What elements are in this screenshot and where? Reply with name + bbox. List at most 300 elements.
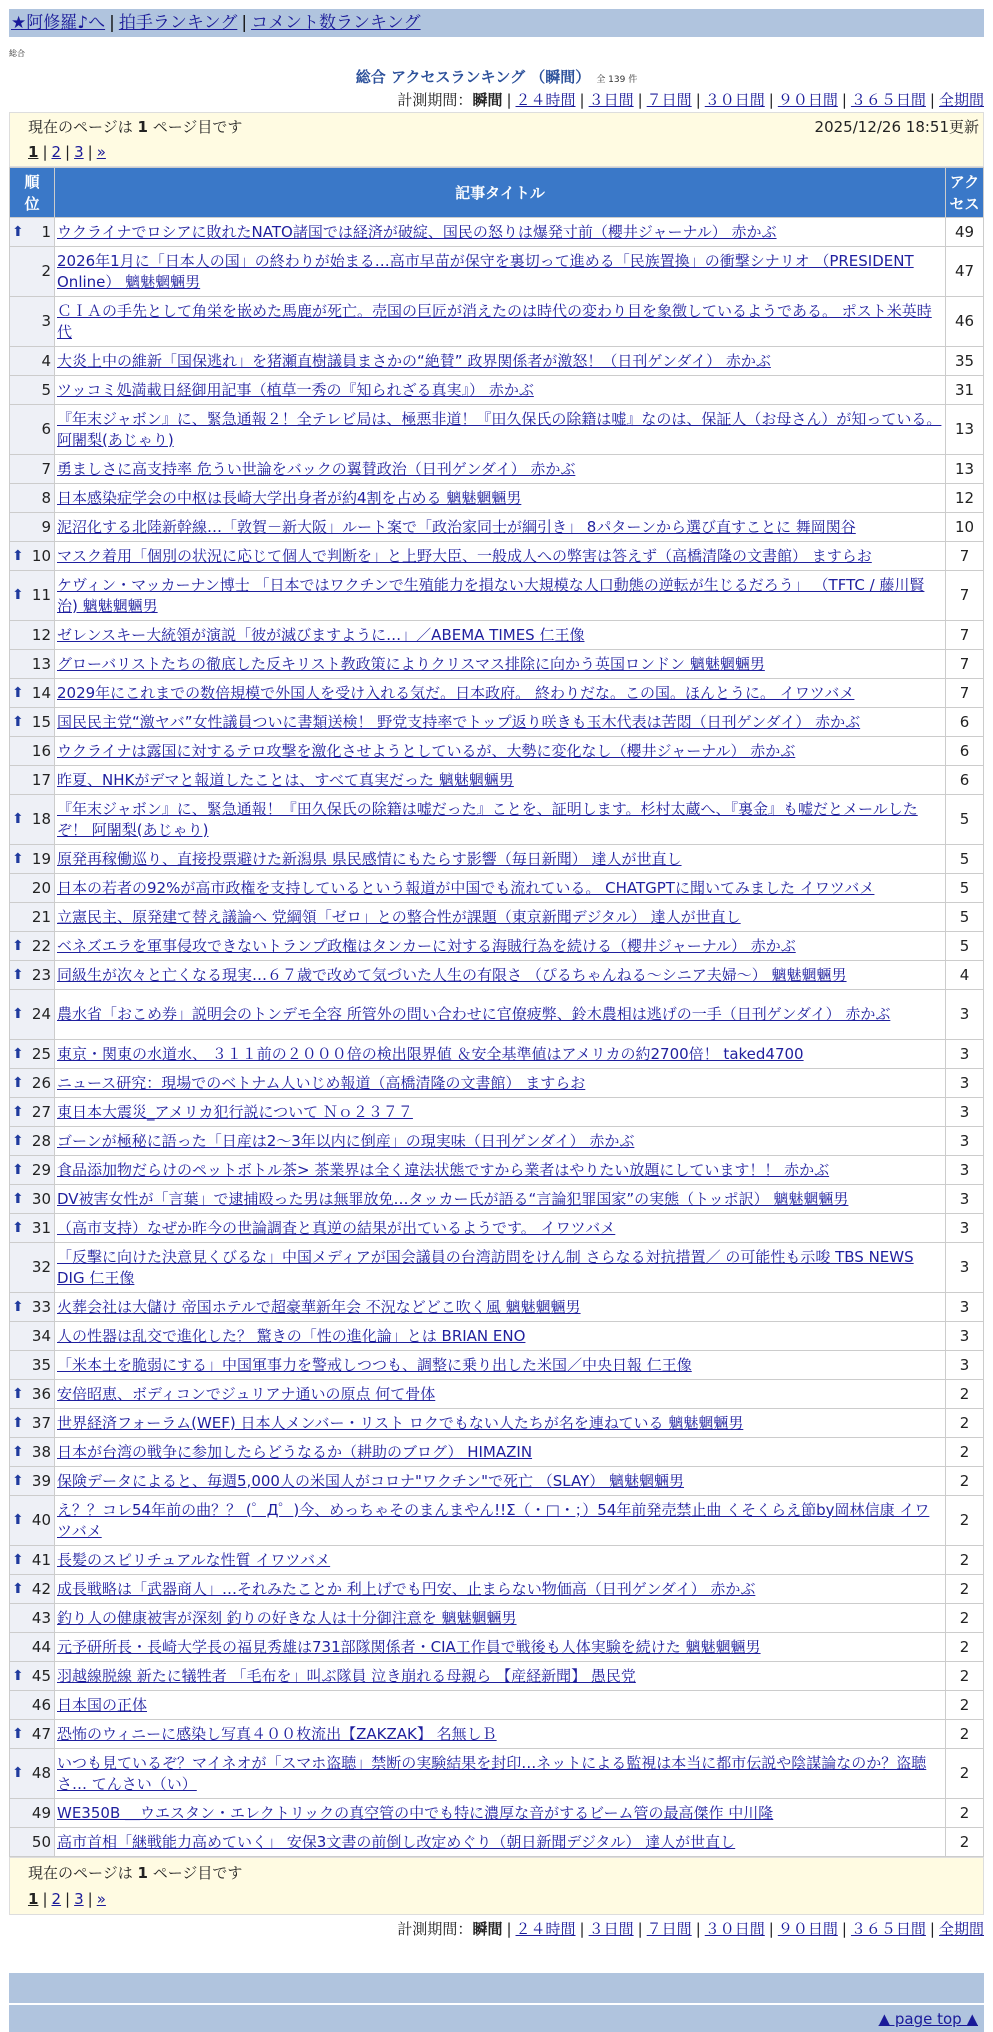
rank-cell [10,455,55,484]
article-link[interactable]: 農水省「おこめ券」説明会のトンデモ全容 所管外の問い合わせに官僚疲弊、鈴木農相は逃げの一手（日刊ゲンダイ） 赤かぶ [57,1005,891,1023]
article-link[interactable]: グローバリストたちの徹底した反キリスト教政策によりクリスマス排除に向かう英国ロンドン 魑魅魍魎男 [57,654,765,673]
article-link[interactable]: 羽越線脱線 新たに犠牲者 「毛布を」叫ぶ隊員 泣き崩れる母親ら 【産経新聞】 愚民党 [57,1666,636,1685]
current-page-text: 現在のページは 1 ページ目です [28,118,243,136]
period-separator: | [637,1920,643,1938]
page-top-link[interactable]: ▲ page top ▲ [878,2010,978,2028]
title-cell [55,1720,946,1749]
rank-number: 28 [31,1131,51,1150]
rank-cell [10,737,55,766]
home-link[interactable]: ★阿修羅♪へ [11,13,106,33]
rank-cell [10,1799,55,1828]
title-cell [55,737,946,766]
article-link[interactable]: 立憲民主、原発建て替え議論へ 党綱領「ゼロ」との整合性が課題（東京新聞デジタル） 達人が世直し [57,907,741,926]
article-link[interactable]: 火葬会社は大儲け 帝国ホテルで超豪華新年会 不況などどこ吹く風 魑魅魍魎男 [57,1297,581,1316]
article-link[interactable]: 保険データによると、毎週5,000人の米国人がコロナ"ワクチン"で死亡 （SLAY） 魑魅魍魎男 [57,1471,685,1490]
period-option-6[interactable]: 全期間 [938,1920,984,1938]
updated-timestamp: 2025/12/26 18:51更新 [814,118,979,136]
article-link[interactable]: 安倍昭恵、ボディコンでジュリアナ通いの原点 何て骨体 [57,1384,436,1403]
rank-cell [10,708,55,737]
table-row [10,1098,984,1127]
title-cell [55,903,946,932]
access-count: 5 [946,903,984,932]
period-option-2[interactable]: ７日間 [646,91,692,109]
access-count: 2 [946,1604,984,1633]
period-current: 瞬間 [472,91,503,109]
access-header-text: アクセス [949,172,980,213]
rank-cell [10,1691,55,1720]
comment-ranking-link[interactable]: コメント数ランキング [251,13,421,33]
rank-up-arrow-icon: ⬆ [12,1725,24,1742]
rank-up-arrow-icon: ⬆ [12,1551,24,1568]
table-row [10,542,984,571]
period-option-4[interactable]: ９０日間 [777,1920,838,1938]
article-link[interactable]: 日本の若者の92%が高市政権を支持しているという報道が中国でも流れている。 CHATGPTに聞いてみました イワツバメ [57,878,875,897]
table-row [10,1293,984,1322]
period-separator: | [695,91,701,109]
article-link[interactable]: WE350B ＿ウエスタン・エレクトリックの真空管の中でも特に濃厚な音がするビーム管の最高傑作 中川隆 [57,1803,774,1822]
access-count: 3 [946,1293,984,1322]
table-row [10,1438,984,1467]
article-link[interactable]: 東京・関東の水道水、 ３１１前の２０００倍の検出限界値 ＆安全基準値はアメリカの約2700倍！ taked4700 [57,1044,804,1063]
rank-number: 14 [31,683,51,702]
article-link[interactable]: 恐怖のウィニーに感染し写真４００枚流出【ZAKZAK】 名無しＢ [57,1724,497,1743]
rank-cell [10,1575,55,1604]
table-row [10,1496,984,1546]
rank-number: 6 [41,420,51,438]
access-count: 13 [946,455,984,484]
title-header: 記事タイトル [55,168,946,218]
period-separator: | [929,1920,935,1938]
table-row [10,218,984,247]
access-count: 2 [946,1749,984,1799]
article-link[interactable]: ゴーンが極秘に語った「日産は2～3年以内に倒産」の現実味（日刊ゲンダイ） 赤かぶ [57,1131,635,1150]
rank-number: 10 [31,546,51,565]
page-title-text: 総合 アクセスランキング （瞬間） [355,68,591,86]
rank-number: 38 [31,1442,51,1461]
rank-up-arrow-icon: ⬆ [12,1103,24,1120]
article-link[interactable]: ベネズエラを軍事侵攻できないトランプ政権はタンカーに対する海賊行為を続ける（櫻井ジャーナル） 赤かぶ [57,936,796,955]
rank-cell [10,1546,55,1575]
article-link[interactable]: 大炎上中の維新「国保逃れ」を猪瀬直樹議員まさかの“絶賛” 政界関係者が激怒！（日刊ゲンダイ） 赤かぶ [57,351,771,370]
ranking-table [9,167,984,1857]
article-link[interactable]: 『年末ジャボン』に、緊急通報！『田久保氏の除籍は嘘だった』ことを、証明します。杉村太蔵へ、『裏金』も嘘だとメールしたぞ！ 阿闍梨(あじゃり) [57,799,918,839]
table-row [10,795,984,845]
rank-number: 46 [31,1695,51,1714]
rank-number: 25 [31,1044,51,1063]
access-count: 47 [946,247,984,297]
article-link[interactable]: 国民民主党“激ヤバ”女性議員ついに書類送検！ 野党支持率でトップ返り咲きも玉木代表は苦悶（日刊ゲンダイ） 赤かぶ [57,712,861,731]
article-link[interactable]: 長髪のスピリチュアルな性質 イワツバメ [57,1550,331,1569]
title-cell [55,1496,946,1546]
rank-number: 20 [31,878,51,897]
article-link[interactable]: 世界経済フォーラム(WEF) 日本人メンバー・リスト ロクでもない人たちが名を連ねている 魑魅魍魎男 [57,1413,744,1432]
table-row [10,1322,984,1351]
access-count: 31 [946,376,984,405]
page-link-3[interactable]: 3 [74,1890,84,1908]
rank-up-arrow-icon: ⬆ [12,1443,24,1460]
access-count: 10 [946,513,984,542]
rank-cell [10,1293,55,1322]
rank-cell [10,1409,55,1438]
table-row [10,737,984,766]
article-link[interactable]: ニュース研究：現場でのベトナム人いじめ報道（高橋清隆の文書館） ますらお [57,1073,586,1092]
rank-cell [10,376,55,405]
page-link-2[interactable]: 2 [51,143,62,161]
title-cell [55,961,946,990]
period-separator: | [579,91,585,109]
table-row [10,650,984,679]
table-row [10,1214,984,1243]
rank-cell [10,571,55,621]
access-count: 2 [946,1575,984,1604]
rank-up-arrow-icon: ⬆ [12,713,24,730]
article-link[interactable]: 「反擊に向けた決意見くびるな」中国メディアが国会議員の台湾訪問をけん制 さらなる対抗措置／ の可能性も示唆 TBS NEWS DIG 仁王像 [57,1247,914,1287]
rank-number: 39 [31,1471,51,1490]
table-row [10,1662,984,1691]
title-cell [55,621,946,650]
period-option-5[interactable]: ３６５日間 [850,1920,926,1938]
rank-number: 3 [41,312,51,330]
rank-cell [10,1127,55,1156]
rank-cell [10,621,55,650]
article-link[interactable]: 「米本土を脆弱にする」中国軍事力を警戒しつつも、調整に乗り出した米国／中央日報 仁王像 [57,1355,692,1374]
rank-number: 15 [31,712,51,731]
title-cell [55,990,946,1040]
article-link[interactable]: DV被害女性が「言葉」で逮捕殴った男は無罪放免…タッカー氏が語る“言論犯罪国家”の実態（トッポ訳） 魑魅魍魎男 [57,1189,849,1208]
period-separator: | [695,1920,701,1938]
table-row [10,621,984,650]
table-row [10,1467,984,1496]
period-selector-bottom [0,1915,984,1943]
rank-number: 22 [31,936,51,955]
pager-bottom [9,1857,984,1915]
rank-up-arrow-icon: ⬆ [12,811,24,827]
rank-up-arrow-icon: ⬆ [12,1512,24,1528]
table-row [10,1633,984,1662]
pager-top [9,112,984,167]
access-count: 5 [946,795,984,845]
rank-number: 26 [31,1073,51,1092]
rank-cell [10,1214,55,1243]
title-cell [55,1185,946,1214]
period-option-2[interactable]: ７日間 [646,1920,692,1938]
access-count: 6 [946,737,984,766]
table-row [10,766,984,795]
access-count: 3 [946,1127,984,1156]
title-cell [55,1575,946,1604]
rank-number: 40 [31,1511,51,1529]
rank-number: 13 [31,654,51,673]
article-link[interactable]: 人の性器は乱交で進化した？ 驚きの「性の進化論」とは BRIAN ENO [57,1326,526,1345]
rank-number: 2 [41,262,51,280]
article-link[interactable]: ゼレンスキー大統領が演説「彼が滅びますように…」／ABEMA TIMES 仁王像 [57,625,585,644]
period-label: 計測期間： [397,1920,473,1938]
article-link[interactable]: 日本感染症学会の中枢は長崎大学出身者が約4割を占める 魑魅魍魎男 [57,488,522,507]
access-count: 3 [946,1214,984,1243]
title-cell [55,542,946,571]
period-separator: | [929,91,935,109]
title-cell [55,679,946,708]
rank-cell [10,1828,55,1857]
access-count: 46 [946,297,984,347]
title-cell [55,484,946,513]
rank-cell [10,484,55,513]
article-link[interactable]: ツッコミ処満載日経御用記事（植草一秀の『知られざる真実』） 赤かぶ [57,380,534,399]
rank-cell [10,1720,55,1749]
rank-up-arrow-icon: ⬆ [12,1667,24,1684]
rank-number: 16 [31,741,51,760]
period-option-6[interactable]: 全期間 [938,91,984,109]
rank-up-arrow-icon: ⬆ [12,587,24,603]
rank-cell [10,961,55,990]
article-link[interactable]: 高市首相「継戦能力高めていく」 安保3文書の前倒し改定めぐり（朝日新聞デジタル） 達人が世直し [57,1832,736,1851]
access-count: 2 [946,1662,984,1691]
rank-number: 32 [31,1258,51,1276]
table-row [10,1749,984,1799]
article-link[interactable]: 勇ましさに高支持率 危うい世論をバックの翼賛政治（日刊ゲンダイ） 赤かぶ [57,459,576,478]
table-row [10,513,984,542]
rank-cell [10,513,55,542]
title-cell [55,1322,946,1351]
period-current: 瞬間 [472,1920,503,1938]
rank-up-arrow-icon: ⬆ [12,1219,24,1236]
rank-number: 19 [31,849,51,868]
clap-ranking-link[interactable]: 拍手ランキング [118,13,238,33]
table-row [10,1351,984,1380]
rank-cell [10,1633,55,1662]
article-link[interactable]: 釣り人の健康被害が深刻 釣りの好きな人は十分御注意を 魑魅魍魎男 [57,1608,517,1627]
title-cell [55,347,946,376]
page-next-link[interactable]: » [96,143,106,161]
rank-cell [10,218,55,247]
period-option-0[interactable]: ２４時間 [515,1920,576,1938]
article-link[interactable]: いつも見ているぞ？マイネオが「スマホ盗聴」禁断の実験結果を封印…ネットによる監視は本当に都市伝説や陰謀論なのか？盗聴さ… てんさい（い） [57,1753,927,1793]
table-row [10,405,984,455]
title-cell [55,708,946,737]
table-row [10,1069,984,1098]
rank-up-arrow-icon: ⬆ [12,1132,24,1149]
access-count: 2 [946,1496,984,1546]
title-cell [55,297,946,347]
article-link[interactable]: 成長戦略は「武器商人」…それみたことか 利上げでも円安、止まらない物価高（日刊ゲンダイ） 赤かぶ [57,1579,756,1598]
title-cell [55,247,946,297]
rank-number: 1 [41,222,51,241]
table-row [10,1799,984,1828]
title-cell [55,455,946,484]
rank-cell [10,845,55,874]
article-link[interactable]: 食品添加物だらけのペットボトル茶> 茶業界は全く違法状態ですから業者はやりたい放題にしています！！ 赤かぶ [57,1160,830,1179]
rank-up-arrow-icon: ⬆ [12,1190,24,1207]
rank-number: 36 [31,1384,51,1403]
access-header [946,168,984,218]
article-link[interactable]: 2029年にこれまでの数倍規模で外国人を受け入れる気だ。日本政府。 終わりだな。この国。ほんとうに。 イワツバメ [57,683,855,702]
rank-up-arrow-icon: ⬆ [12,1298,24,1315]
rank-cell [10,1438,55,1467]
period-option-1[interactable]: ３日間 [588,91,634,109]
title-cell [55,218,946,247]
table-row [10,1185,984,1214]
access-count: 12 [946,484,984,513]
table-row [10,1828,984,1857]
rank-cell [10,1322,55,1351]
nav-separator: | [241,13,248,33]
access-count: 2 [946,1720,984,1749]
rank-number: 21 [31,907,51,926]
rank-number: 31 [31,1218,51,1237]
table-row [10,376,984,405]
page-links [28,140,106,164]
article-link[interactable]: ケヴィン・マッカーナン博士 「日本ではワクチンで生殖能力を損ない大規模な人口動態の逆転が生じるだろう」 （TFTC / 藤川賢治) 魑魅魍魎男 [57,575,925,615]
rank-cell [10,1604,55,1633]
period-separator: | [841,1920,847,1938]
article-link[interactable]: 2026年1月に「日本人の国」の終わりが始まる…高市早苗が保守を裏切って進める「民族置換」の衝撃シナリオ （PRESIDENT Online） 魑魅魍魎男 [57,251,914,291]
article-link[interactable]: 昨夏、NHKがデマと報道したことは、すべて真実だった 魑魅魍魎男 [57,770,514,789]
rank-number: 50 [31,1832,51,1851]
title-cell [55,1040,946,1069]
rank-number: 11 [31,586,51,604]
access-count: 3 [946,1098,984,1127]
title-cell [55,1243,946,1293]
article-link[interactable]: え？？コレ54年前の曲？？ (゜Д゜)今、めっちゃそのまんまやん!!Σ（・□・；）54年前発売禁止曲 くそくらえ節by岡林信康 イワツバメ [57,1500,930,1540]
nav-separator: | [109,13,115,33]
article-link[interactable]: ウクライナは露国に対するテロ攻撃を激化させようとしているが、大勢に変化なし（櫻井ジャーナル） 赤かぶ [57,741,796,760]
title-cell [55,1633,946,1662]
access-count: 7 [946,571,984,621]
rank-cell [10,990,55,1040]
rank-up-arrow-icon: ⬆ [12,1074,24,1091]
rank-number: 37 [31,1413,51,1432]
period-option-3[interactable]: ３０日間 [704,91,765,109]
title-cell [55,1214,946,1243]
title-cell [55,1662,946,1691]
rank-cell [10,1069,55,1098]
article-link[interactable]: 日本国の正体 [57,1695,148,1714]
title-cell [55,571,946,621]
period-option-5[interactable]: ３６５日間 [850,91,926,109]
title-cell [55,1293,946,1322]
article-link[interactable]: 元予研所長・長崎大学長の福見秀雄は731部隊関係者・CIA工作員で戦後も人体実験を続けた 魑魅魍魎男 [57,1637,761,1656]
rank-number: 44 [31,1637,51,1656]
access-count: 3 [946,1322,984,1351]
rank-up-arrow-icon: ⬆ [12,223,24,240]
page-separator: | [87,143,93,161]
access-count: 3 [946,1185,984,1214]
access-count: 2 [946,1633,984,1662]
period-option-3[interactable]: ３０日間 [704,1920,765,1938]
title-cell [55,650,946,679]
table-row [10,1409,984,1438]
rank-number: 5 [41,380,51,399]
article-link[interactable]: （高市支持）なぜか昨今の世論調査と真逆の結果が出ているようです。 イワツバメ [57,1218,616,1237]
table-row [10,1575,984,1604]
article-link[interactable]: 泥沼化する北陸新幹線…「敦賀－新大阪」ルート案で「政治家同士が綱引き」 8パターンから選び直すことに 舞岡関谷 [57,517,856,536]
article-link[interactable]: ＣＩＡの手先として角栄を嵌めた馬鹿が死亡。売国の巨匠が消えたのは時代の変わり目を象徴しているようである。 ポスト米英時代 [57,301,932,341]
period-separator: | [637,91,643,109]
footer-nav [9,2003,984,2032]
rank-up-arrow-icon: ⬆ [12,1045,24,1062]
article-link[interactable]: 日本が台湾の戦争に参加したらどうなるか（耕助のブログ） HIMAZIN [57,1442,533,1461]
rank-number: 23 [31,965,51,984]
rank-number: 29 [31,1160,51,1179]
title-cell [55,845,946,874]
rank-up-arrow-icon: ⬆ [12,1472,24,1489]
page-link-3[interactable]: 3 [74,143,84,161]
article-link[interactable]: 『年末ジャボン』に、緊急通報２！全テレビ局は、極悪非道！『田久保氏の除籍は嘘』なのは、保証人（お母さん）が知っている。 阿闍梨(あじゃり) [57,409,942,449]
access-count: 5 [946,874,984,903]
page-current: 1 [28,143,39,161]
article-link[interactable]: ウクライナでロシアに敗れたNATO諸国では経済が破綻、国民の怒りは爆発寸前（櫻井ジャーナル） 赤かぶ [57,222,777,241]
rank-cell [10,297,55,347]
table-row [10,845,984,874]
article-link[interactable]: 同級生が次々と亡くなる現実…６７歳で改めて気づいた人生の有限さ （ぴるちゃんねる～シニア夫婦～） 魑魅魍魎男 [57,965,847,984]
period-option-1[interactable]: ３日間 [588,1920,634,1938]
table-row [10,247,984,297]
rank-up-arrow-icon: ⬆ [12,1385,24,1402]
table-row [10,1243,984,1293]
table-row [10,1040,984,1069]
table-row [10,571,984,621]
access-count: 7 [946,679,984,708]
access-count: 3 [946,1351,984,1380]
article-link[interactable]: マスク着用「個別の状況に応じて個人で判断を」と上野大臣、一般成人への弊害は答えず（高橋清隆の文書館） ますらお [57,546,872,565]
access-count: 7 [946,621,984,650]
rank-cell [10,1467,55,1496]
table-row [10,455,984,484]
rank-number: 33 [31,1297,51,1316]
rank-cell [10,542,55,571]
access-count: 13 [946,405,984,455]
table-row [10,1720,984,1749]
table-row [10,1691,984,1720]
rank-number: 7 [41,459,51,478]
rank-up-arrow-icon: ⬆ [12,937,24,954]
table-row [10,297,984,347]
article-link[interactable]: 東日本大震災_アメリカ犯行説について Ｎｏ２３７７ [57,1102,413,1121]
rank-cell [10,903,55,932]
item-count: 全 139 件 [596,75,638,85]
rank-number: 35 [31,1355,51,1374]
article-link[interactable]: 原発再稼働巡り、直接投票避けた新潟県 県民感情にもたらす影響（毎日新聞） 達人が世直し [57,849,682,868]
title-cell [55,874,946,903]
rank-cell [10,1098,55,1127]
rank-up-arrow-icon: ⬆ [12,684,24,701]
page-next-link[interactable]: » [96,1890,106,1908]
rank-cell [10,1496,55,1546]
title-cell [55,1380,946,1409]
rank-number: 47 [31,1724,51,1743]
access-count: 2 [946,1691,984,1720]
access-count: 4 [946,961,984,990]
page-link-2[interactable]: 2 [51,1890,62,1908]
access-count: 7 [946,542,984,571]
title-cell [55,1604,946,1633]
title-cell [55,1409,946,1438]
rank-number: 9 [41,517,51,536]
rank-number: 49 [31,1803,51,1822]
access-count: 2 [946,1799,984,1828]
rank-number: 48 [31,1764,51,1782]
rank-cell [10,874,55,903]
rank-up-arrow-icon: ⬆ [12,547,24,564]
rank-up-arrow-icon: ⬆ [12,1161,24,1178]
rank-cell [10,247,55,297]
period-option-4[interactable]: ９０日間 [777,91,838,109]
title-cell [55,1127,946,1156]
rank-number: 18 [31,810,51,828]
title-cell [55,1799,946,1828]
title-cell [55,1828,946,1857]
period-option-0[interactable]: ２４時間 [515,91,576,109]
